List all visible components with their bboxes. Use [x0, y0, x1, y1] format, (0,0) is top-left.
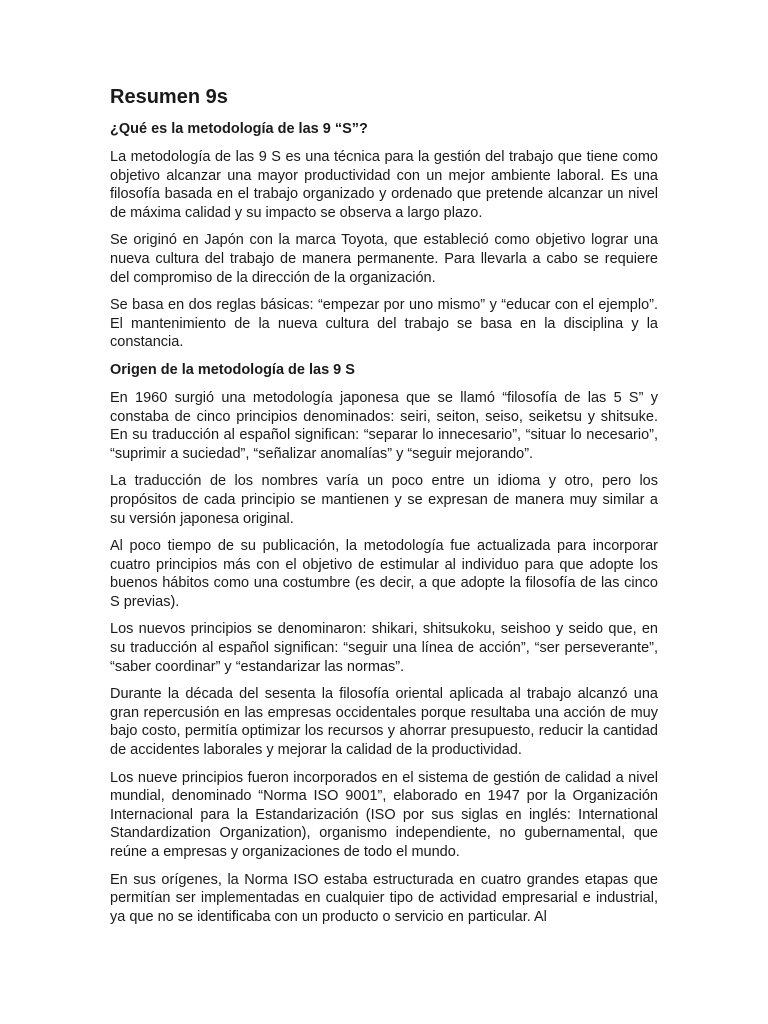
paragraph: Se originó en Japón con la marca Toyota, que estableció como objetivo lograr una nueva cultura del trabajo de manera permanente. Para llevarla a cabo se requiere del compromiso de la dirección de la organización.	[110, 232, 658, 286]
paragraph: Los nueve principios fueron incorporados en el sistema de gestión de calidad a nivel mundial, denominado “Norma ISO 9001”, elaborado en 1947 por la Organización Internacional para la Estandarización (ISO por sus siglas en inglés: International Standardization Organization), organismo independiente, no gubernamental, que reúne a empresas y organizaciones de todo el mundo.	[110, 769, 658, 860]
paragraph: En sus orígenes, la Norma ISO estaba estructurada en cuatro grandes etapas que permitían ser implementadas en cualquier tipo de actividad empresarial e industrial, ya que no se identificaba con un producto o servicio en particular. Al	[110, 871, 658, 925]
paragraph: En 1960 surgió una metodología japonesa que se llamó “filosofía de las 5 S” y constaba de cinco principios denominados: seiri, seiton, seiso, seiketsu y shitsuke. En su traducción al español significan: “separar lo innecesario”, “situar lo necesario”, “suprimir a suciedad”, “señalizar anomalías” y “seguir mejorando”.	[110, 389, 658, 462]
paragraph: La traducción de los nombres varía un poco entre un idioma y otro, pero los propósitos de cada principio se mantienen y se expresan de manera muy similar a su versión japonesa original.	[110, 473, 658, 527]
document-page	[110, 84, 658, 935]
section-heading-what-is: ¿Qué es la metodología de las 9 “S”?	[110, 121, 368, 137]
paragraph: Se basa en dos reglas básicas: “empezar por uno mismo” y “educar con el ejemplo”. El mantenimiento de la nueva cultura del trabajo se basa en la disciplina y la constancia.	[110, 297, 658, 351]
document-title: Resumen 9s	[110, 86, 228, 108]
paragraph: La metodología de las 9 S es una técnica para la gestión del trabajo que tiene como objetivo alcanzar una mayor productividad con un mejor ambiente laboral. Es una filosofía basada en el trabajo organizado y ordenado que pretende alcanzar un nivel de máxima calidad y su impacto se observa a largo plazo.	[110, 149, 658, 221]
section-heading-origin: Origen de la metodología de las 9 S	[110, 361, 355, 378]
paragraph: Al poco tiempo de su publicación, la metodología fue actualizada para incorporar cuatro principios más con el objetivo de estimular al individuo para que adopte los buenos hábitos como una costumbre (es decir, a que adopte la filosofía de las cinco S previas).	[110, 538, 658, 610]
paragraph: Los nuevos principios se denominaron: shikari, shitsukoku, seishoo y seido que, en su traducción al español significan: “seguir una línea de acción”, “ser perseverante”, “saber coordinar” y “estandarizar las normas”.	[110, 621, 658, 675]
paragraph: Durante la década del sesenta la filosofía oriental aplicada al trabajo alcanzó una gran repercusión en las empresas occidentales porque resultaba una acción de muy bajo costo, permitía optimizar los recursos y ahorrar presupuesto, reducir la cantidad de accidentes laborales y mejorar la calidad de la productividad.	[110, 686, 658, 759]
